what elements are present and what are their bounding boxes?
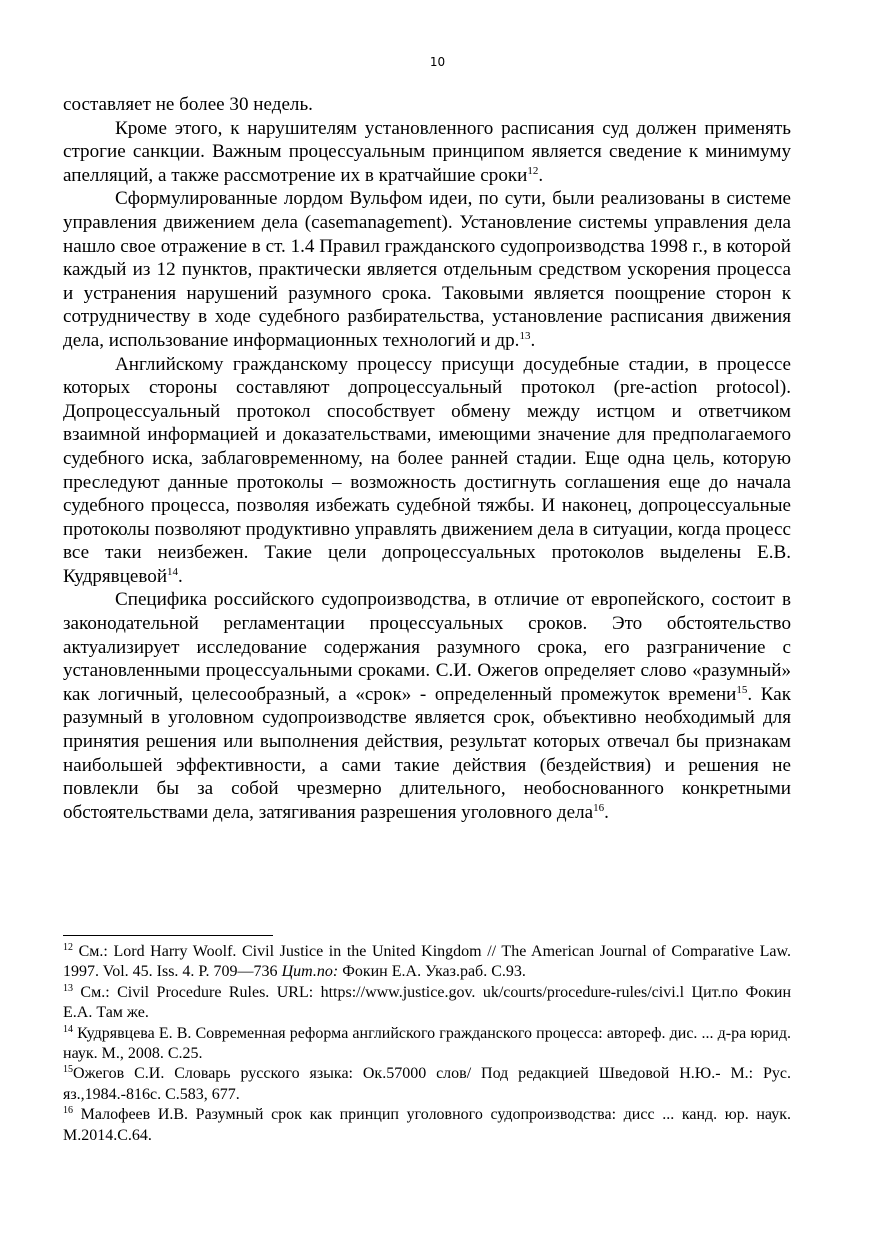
footnotes [63, 942, 791, 1146]
paragraph-5-text-b: . Как разумный в уголовном судопроизводстве является срок, объективно необходимый для принятия решения или выполнения действия, результат которых отвечал бы признакам наибольшей эффективности, а сами такие действия (бездействия) и решения не повлекли бы за собой чрезмерно длительного, необоснованного конкретными обстоятельствами дела, затягивания разрешения уголовного дела [63, 683, 791, 823]
footnote-14 [63, 1024, 791, 1065]
footnote-12-italic: Цит.по: [281, 963, 339, 981]
footnote-12 [63, 942, 791, 983]
paragraph-2-end: . [538, 164, 544, 186]
footnote-12-text: См.: Lord Harry Woolf. Civil Justice in the United Kingdom // The American Journal of Comparative Law. 1997. Vol. 45. Iss. 4. P. 709—736 [63, 943, 791, 981]
paragraph-5-text-a: Специфика российского судопроизводства, в отличие от европейского, состоит в законодательной регламентации процессуальных сроков. Это обстоятельство актуализирует исследование содержания разумного срока, его разграничение с установленными процессуальными сроками. С.И. Ожегов определяет слово «разумный» как логичный, целесообразный, а «срок» - определенный промежуток времени [63, 589, 791, 705]
paragraph-1 [63, 93, 791, 117]
paragraph-4-end: . [178, 565, 183, 587]
footnote-13 [63, 983, 791, 1024]
footnote-14-text: Кудрявцева Е. В. Современная реформа английского гражданского процесса: автореф. дис. ... д-ра юрид. наук. М., 2008. С.25. [63, 1024, 791, 1063]
footnote-ref-13[interactable]: 13 [519, 329, 531, 342]
footnote-number-13: 13 [63, 982, 73, 994]
footnote-separator [63, 935, 273, 936]
footnote-number-14: 14 [63, 1023, 73, 1035]
footnote-15-text: Ожегов С.И. Словарь русского языка: Ок.57000 слов/ Под редакцией Шведовой Н.Ю.- М.: Рус. яз.,1984.-816с. С.583, 677. [63, 1065, 791, 1103]
body-text [63, 93, 791, 824]
paragraph-5-end: . [604, 801, 609, 823]
footnote-number-15: 15 [63, 1064, 73, 1076]
paragraph-1-text: составляет не более 30 недель. [63, 94, 313, 115]
footnote-ref-15[interactable]: 15 [736, 683, 748, 696]
footnote-16-text: Малофеев И.В. Разумный срок как принцип уголовного судопроизводства: дисс ... канд. юр. наук. М.2014.С.64. [63, 1106, 791, 1144]
paragraph-5 [63, 588, 791, 824]
paragraph-2 [63, 117, 791, 188]
footnote-13-text: См.: Civil Procedure Rules. URL: https://www.justice.gov. uk/courts/procedure-rules/civi.l Цит.по Фокин Е.А. Там же. [63, 983, 791, 1022]
footnote-15 [63, 1064, 791, 1105]
footnote-16 [63, 1105, 791, 1146]
page-number: 10 [429, 55, 446, 69]
footnote-ref-16[interactable]: 16 [593, 801, 605, 814]
paragraph-2-text: Кроме этого, к нарушителям установленного расписания суд должен применять строгие санкции. Важным процессуальным принципом является сведение к минимуму апелляций, а также рассмотрение их в кратчайшие сроки [63, 117, 791, 186]
footnote-ref-14[interactable]: 14 [167, 565, 179, 578]
paragraph-3-text: Сформулированные лордом Вульфом идеи, по сути, были реализованы в системе управления движением дела (casemanagement). Установление системы управления дела нашло свое отражение в ст. 1.4 Правил гражданского судопроизводства 1998 г., в которой каждый из 12 пунктов, практически является отдельным средством ускорения процесса и устранения нарушений разумного срока. Таковыми является поощрение сторон к сотрудничеству в ходе судебного разбирательства, установление расписания движения дела, использование информационных технологий и др. [63, 188, 791, 351]
paragraph-4-text: Английскому гражданскому процессу присущи досудебные стадии, в процессе которых стороны составляют допроцессуальный протокол (pre-action protocol). Допроцессуальный протокол способствует обмену между истцом и ответчиком взаимной информацией и доказательствами, имеющими значение для предполагаемого судебного иска, заблаговременному, на более ранней стадии. Еще одна цель, которую преследуют данные протоколы – возможность достигнуть соглашения еще до начала судебного процесса, позволяя избежать судебной тяжбы. И наконец, допроцессуальные протоколы позволяют продуктивно управлять движением дела в ситуации, когда процесс все таки неизбежен. Такие цели допроцессуальных протоколов выделены Е.В. Кудрявцевой [63, 353, 791, 587]
footnote-ref-12[interactable]: 12 [527, 164, 539, 177]
footnote-number-16: 16 [63, 1105, 73, 1117]
paragraph-4 [63, 353, 791, 589]
paragraph-3-end: . [530, 329, 536, 351]
footnote-number-12: 12 [63, 942, 73, 953]
paragraph-3 [63, 187, 791, 352]
footnote-12-tail: Фокин Е.А. Указ.раб. С.93. [338, 963, 526, 981]
